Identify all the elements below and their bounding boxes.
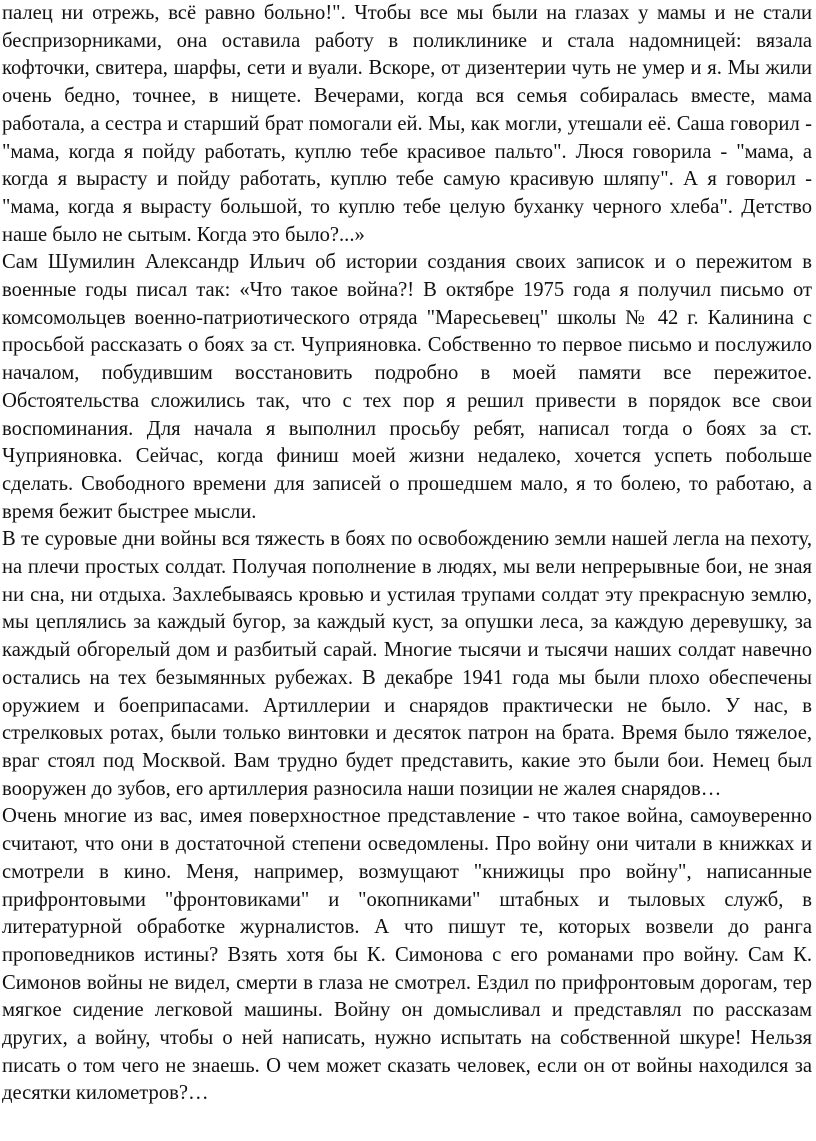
- paragraph-war-perception: Очень многие из вас, имея поверхностное представление - что такое война, самоуверенно считают, что они в достаточной степени осведомлены. Про войну они читали в книжках и смотрели в кино. Меня, например, возмущают "книжицы про войну", написанные прифронтовыми "фронтовиками" и "окопниками" штабных и тыловых служб, в литературной обработке журналистов. А что пишут те, которых возвели до ранга проповедников истины? Взять хотя бы К. Симонова с его романами про войну. Сам К. Симонов войны не видел, смерти в глаза не смотрел. Ездил по прифронтовым дорогам, тер мягкое сидение легковой машины. Войну он домысливал и представлял по рассказам других, а войну, чтобы о ней написать, нужно испытать на собственной шкуре! Нельзя писать о том чего не знаешь. О чем может сказать человек, если он от войны находился за десятки километров?…: [2, 805, 812, 1105]
- document-page: [2, 0, 812, 1108]
- paragraph-childhood-memories: палец ни отрежь, всё равно больно!". Чтобы все мы были на глазах у мамы и не стали беспризорниками, она оставила работу в поликлинике и стала надомницей: вязала кофточки, свитера, шарфы, сети и вуали. Вскоре, от дизентерии чуть не умер и я. Мы жили очень бедно, точнее, в нищете. Вечерами, когда вся семья собиралась вместе, мама работала, а сестра и старший брат помогали ей. Мы, как могли, утешали её. Саша говорил - "мама, когда я пойду работать, куплю тебе красивое пальто". Люся говорила - "мама, а когда я вырасту и пойду работать, куплю тебе самую красивую шляпу". А я говорил - "мама, когда я вырасту большой, то куплю тебе целую буханку черного хлеба". Детство наше было не сытым. Когда это было?...»: [2, 2, 812, 246]
- paragraph-harsh-war-days: В те суровые дни войны вся тяжесть в боях по освобождению земли нашей легла на пехоту, на плечи простых солдат. Получая пополнение в людях, мы вели непрерывные бои, не зная ни сна, ни отдыха. Захлебываясь кровью и устилая трупами солдат эту прекрасную землю, мы цеплялись за каждый бугор, за каждый куст, за опушки леса, за каждую деревушку, за каждый обгорелый дом и разбитый сарай. Многие тысячи и тысячи наших солдат навечно остались на тех безымянных рубежах. В декабре 1941 года мы были плохо обеспечены оружием и боеприпасами. Артиллерии и снарядов практически не было. У нас, в стрелковых ротах, были только винтовки и десяток патрон на брата. Время было тяжелое, враг стоял под Москвой. Вам трудно будет представить, какие это были бои. Немец был вооружен до зубов, его артиллерия разносила наши позиции не жалея снарядов…: [2, 528, 812, 800]
- paragraph-origin-of-notes: Сам Шумилин Александр Ильич об истории создания своих записок и о пережитом в военные годы писал так: «Что такое война?! В октябре 1975 года я получил письмо от комсомольцев военно-патриотического отряда "Маресьевец" школы № 42 г. Калинина с просьбой рассказать о боях за ст. Чуприяновка. Собственно то первое письмо и послужило началом, побудившим восстановить подробно в моей памяти все пережитое. Обстоятельства сложились так, что с тех пор я решил привести в порядок все свои воспоминания. Для начала я выполнил просьбу ребят, написал тогда о боях за ст. Чуприяновка. Сейчас, когда финиш моей жизни недалеко, хочется успеть побольше сделать. Свободного времени для записей о прошедшем мало, я то болею, то работаю, а время бежит быстрее мысли.: [2, 251, 812, 523]
